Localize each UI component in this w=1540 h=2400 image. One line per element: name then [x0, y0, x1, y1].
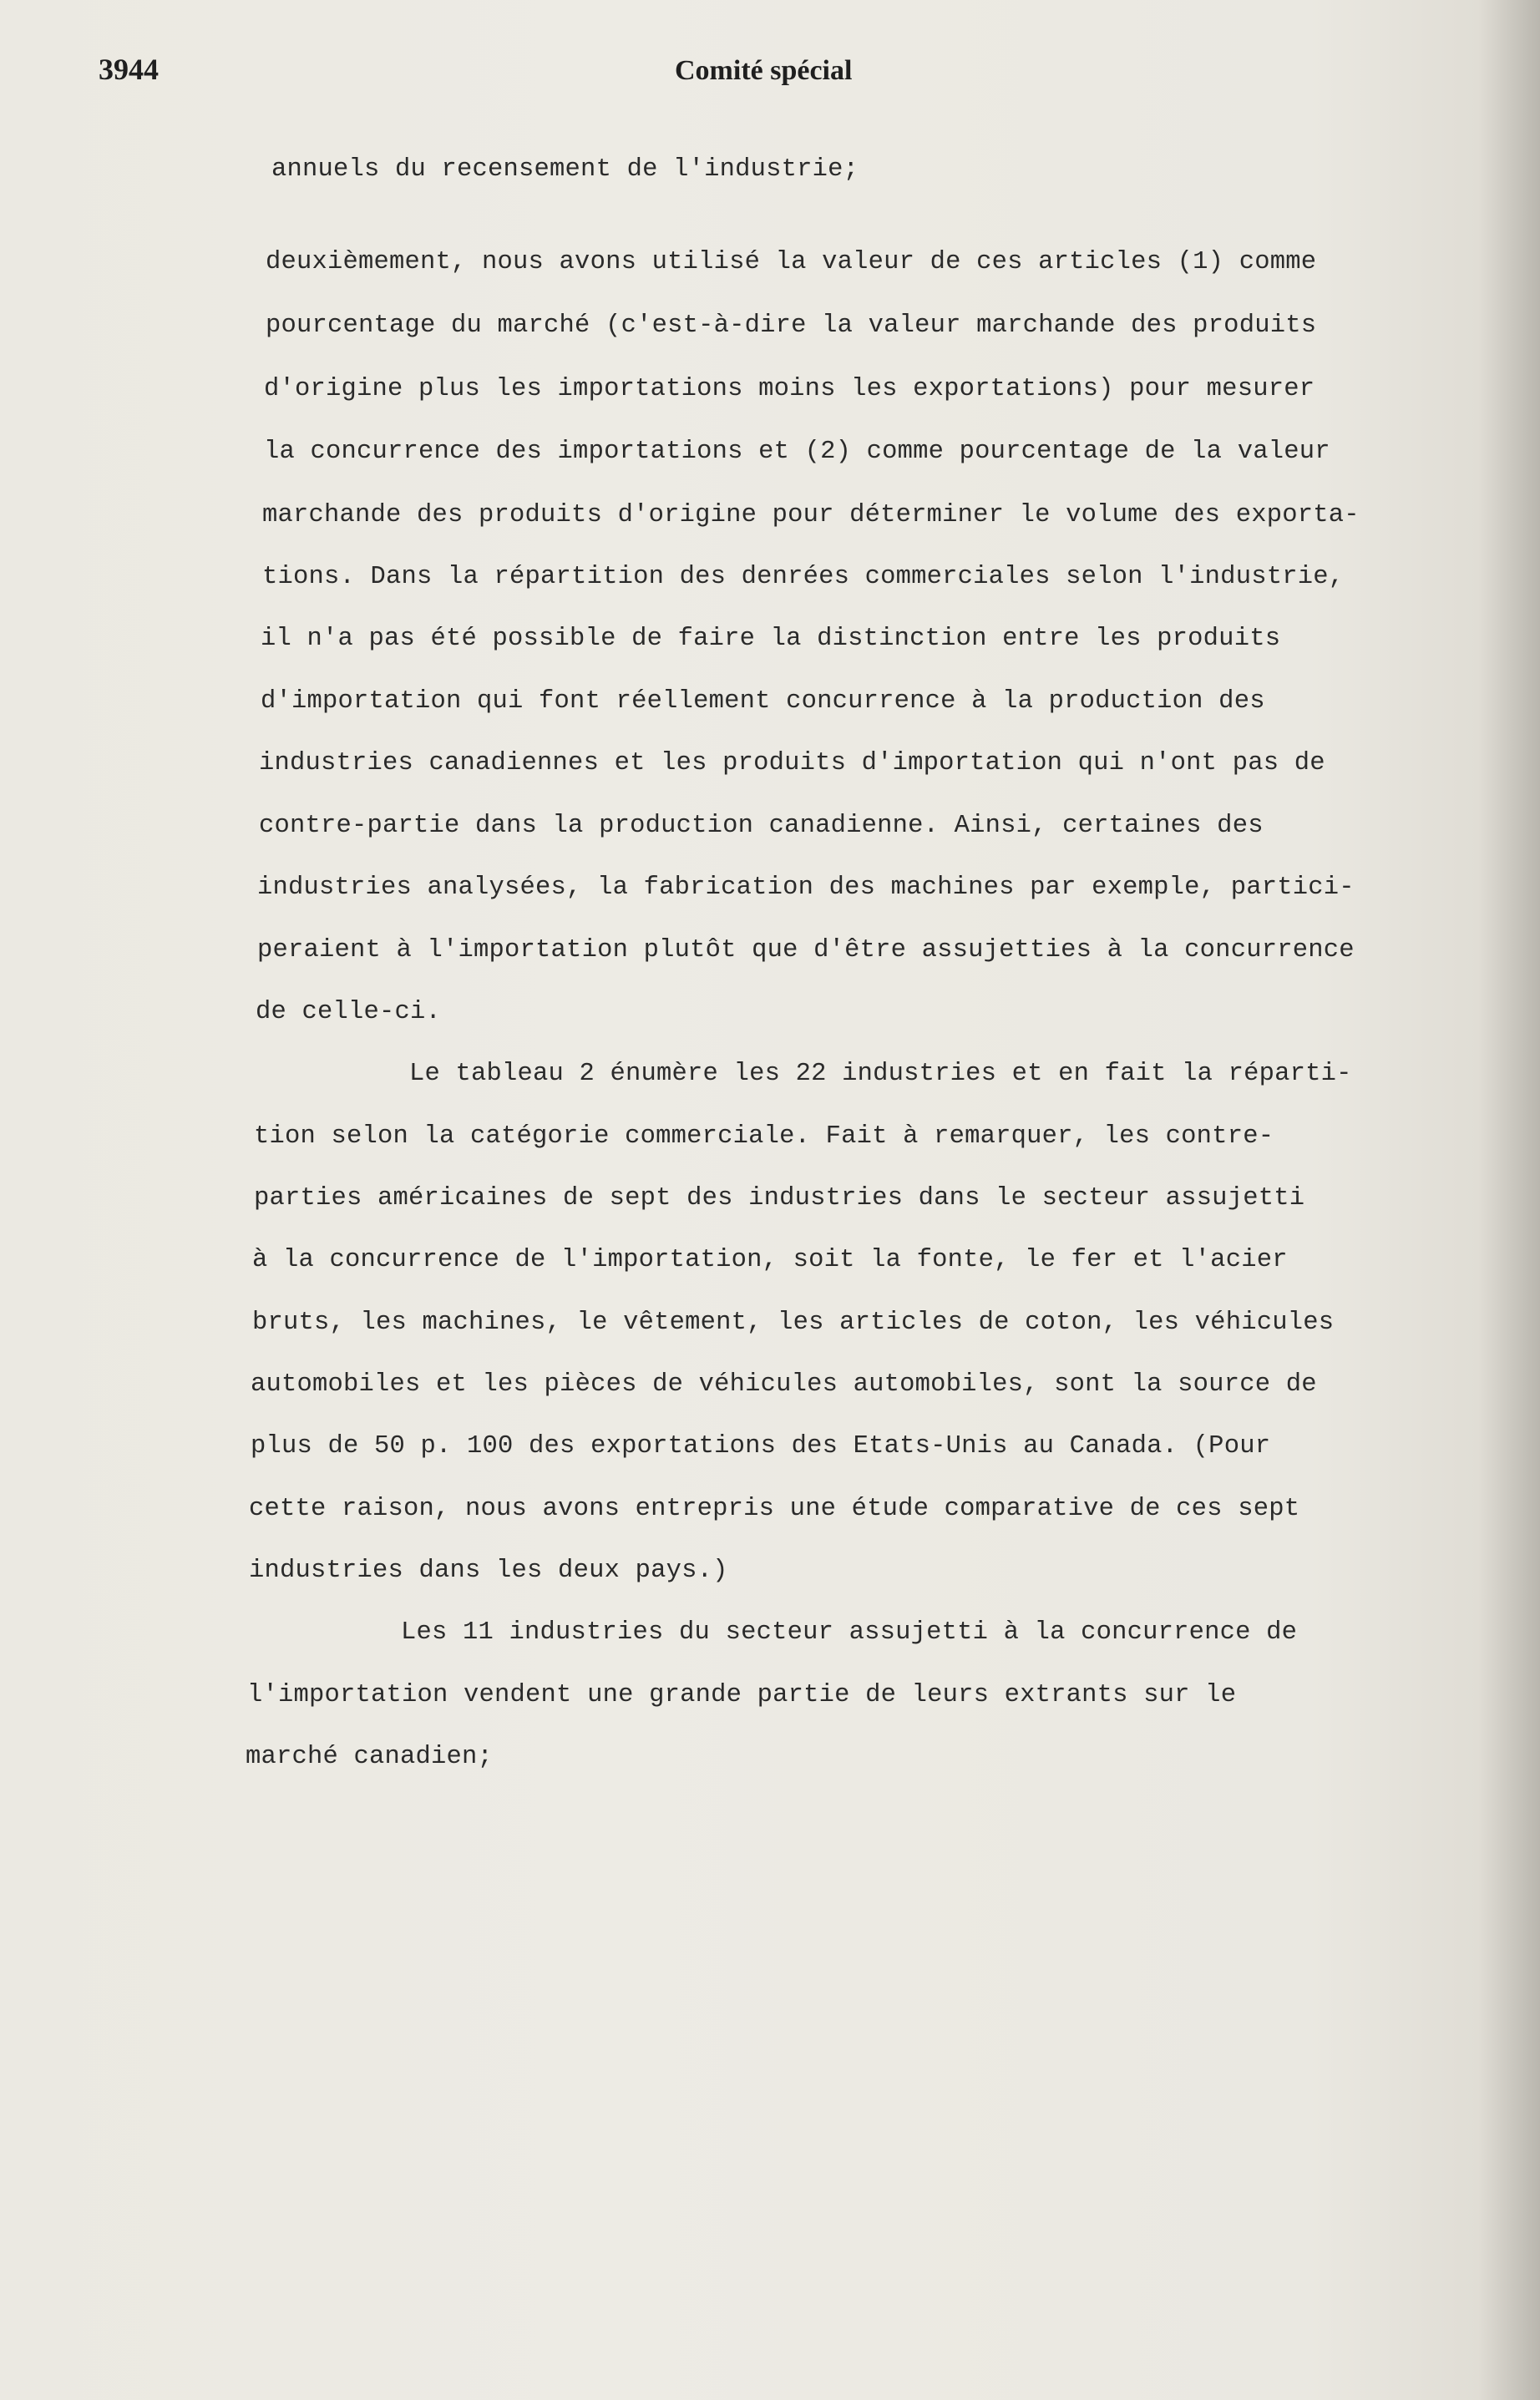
text-line: industries canadiennes et les produits d'importation qui n'ont pas de [259, 749, 1325, 777]
text-line: bruts, les machines, le vêtement, les articles de coton, les véhicules [252, 1309, 1335, 1337]
text-line: marchande des produits d'origine pour déterminer le volume des exporta- [262, 501, 1360, 529]
text-line: contre-partie dans la production canadienne. Ainsi, certaines des [259, 812, 1264, 840]
text-line: cette raison, nous avons entrepris une étude comparative de ces sept [249, 1495, 1300, 1523]
page-number: 3944 [99, 53, 159, 86]
text-line: plus de 50 p. 100 des exportations des Etats-Unis au Canada. (Pour [251, 1432, 1271, 1461]
text-line: peraient à l'importation plutôt que d'être assujetties à la concurrence [257, 936, 1355, 965]
text-line: parties américaines de sept des industries dans le secteur assujetti [254, 1184, 1305, 1213]
text-line: d'origine plus les importations moins les exportations) pour mesurer [264, 375, 1315, 403]
text-line: la concurrence des importations et (2) comme pourcentage de la valeur [264, 438, 1330, 466]
text-line: industries dans les deux pays.) [249, 1557, 728, 1585]
text-line: à la concurrence de l'importation, soit la fonte, le fer et l'acier [252, 1246, 1288, 1274]
text-line: Le tableau 2 énumère les 22 industries et en fait la réparti- [409, 1060, 1352, 1088]
text-line: de celle-ci. [256, 998, 442, 1026]
text-line: deuxièmement, nous avons utilisé la valeur de ces articles (1) comme [266, 248, 1317, 276]
running-title: Comité spécial [675, 55, 853, 86]
text-line: Les 11 industries du secteur assujetti à la concurrence de [401, 1618, 1298, 1647]
text-line: pourcentage du marché (c'est-à-dire la valeur marchande des produits [266, 311, 1317, 340]
text-line: l'importation vendent une grande partie de leurs extrants sur le [247, 1681, 1237, 1709]
text-line: automobiles et les pièces de véhicules automobiles, sont la source de [251, 1370, 1317, 1399]
text-line: il n'a pas été possible de faire la distinction entre les produits [261, 625, 1281, 653]
text-line: marché canadien; [246, 1743, 494, 1771]
text-line: tions. Dans la répartition des denrées commerciales selon l'industrie, [262, 563, 1345, 591]
text-line: tion selon la catégorie commerciale. Fait à remarquer, les contre- [254, 1122, 1274, 1151]
text-line: d'importation qui font réellement concurrence à la production des [261, 687, 1265, 716]
text-line: annuels du recensement de l'industrie; [271, 155, 859, 184]
text-line: industries analysées, la fabrication des machines par exemple, partici- [257, 873, 1355, 902]
